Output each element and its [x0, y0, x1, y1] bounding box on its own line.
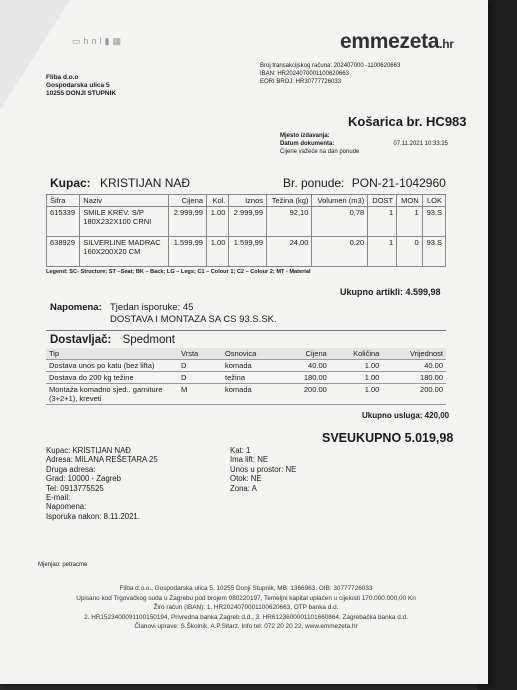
delivery-note: Napomena: — [46, 502, 87, 512]
item-dost: 1 — [368, 207, 397, 237]
ship-kind: M — [178, 384, 222, 405]
item-price: 1.599,99 — [169, 237, 207, 267]
issue-date-label: Datum dokumenta: — [280, 141, 335, 147]
note-content — [110, 302, 277, 326]
item-volume: 0,20 — [312, 237, 368, 267]
ship-value: 40.00 — [382, 360, 446, 372]
ship-qty: 1.00 — [330, 384, 383, 405]
col-kolicina: Količina — [330, 348, 383, 360]
item-qty: 1.00 — [206, 207, 228, 237]
items-header-row — [47, 195, 446, 207]
delivery-zone: Zona: A — [230, 483, 257, 493]
company-city: 10255 DONJI STUPNIK — [46, 90, 117, 97]
table-row — [47, 207, 446, 237]
brand-logo — [340, 30, 454, 54]
monitor-icon: ▭ — [72, 36, 84, 46]
toolbar-icons — [72, 36, 124, 47]
ship-type: Dostava unos po katu (bez lifta) — [46, 360, 178, 372]
item-code: 638929 — [47, 237, 80, 267]
carrier-line — [50, 334, 175, 346]
delivery-after: Isporuka nakon: 8.11.2021. — [46, 511, 140, 521]
issue-validity: Cijene važeće na dan ponude — [280, 149, 360, 155]
delivery-island: Otok: NE — [230, 474, 262, 484]
item-mon: 0 — [397, 237, 422, 267]
bank-transaction: Broj transakcijskog računa: 202407000 -1100620663 — [260, 63, 401, 69]
logo-suffix: .hr — [439, 37, 454, 51]
col-kol: Kol. — [206, 195, 228, 207]
carrier-label: Dostavljač: — [50, 334, 112, 346]
note-line-1: Tjedan isporuke: 45 — [110, 302, 194, 313]
col-osnovica: Osnovica — [222, 348, 283, 360]
grand-total: SVEUKUPNO 5.019,98 — [322, 431, 454, 445]
company-street: Gospodarska ulica 5 — [46, 82, 110, 89]
delivery-conditions — [230, 446, 296, 493]
footer-line-3: Žiro račun (IBAN): 1. HR2024070001100620663, OTP banka d.d. — [153, 604, 339, 612]
battery-icon: ▮ — [104, 36, 113, 46]
offer-line — [283, 176, 446, 190]
item-name: SMILE KREV. S/P 180X232X100 CRNI — [80, 207, 169, 237]
col-tezina: Težina (kg) — [267, 195, 312, 207]
services-total: Ukupno usluga: 420,00 — [362, 411, 450, 420]
delivery-second-address: Druga adresa: — [46, 464, 96, 474]
col-iznos: Iznos — [229, 195, 267, 207]
ship-value: 200.00 — [382, 384, 446, 405]
customer-label: Kupac: — [50, 176, 91, 190]
table-row — [46, 360, 446, 372]
issued-by: Mjenjao: petracme — [38, 562, 88, 568]
item-volume: 0,78 — [312, 207, 368, 237]
offer-label: Br. ponude: — [283, 176, 345, 190]
item-lok: 93.S — [422, 237, 445, 267]
item-code: 615339 — [47, 207, 80, 237]
delivery-details — [46, 446, 158, 521]
offer-number: PON-21-1042960 — [351, 176, 446, 190]
ship-price: 40.00 — [283, 360, 330, 372]
ship-qty: 1.00 — [330, 372, 383, 384]
ship-kind: D — [178, 360, 222, 372]
col-lok: LOK — [422, 195, 445, 207]
ship-type: Dostava do 200 kg težine — [46, 372, 178, 384]
delivery-customer: Kupac: KRISTIJAN NAĐ — [46, 446, 131, 455]
footer — [20, 584, 472, 632]
item-weight: 24,00 — [267, 237, 312, 267]
note-label: Napomena: — [50, 302, 102, 313]
ship-value: 180.00 — [382, 372, 446, 384]
ship-basis: komada — [222, 384, 283, 405]
company-address — [46, 74, 116, 98]
text-icon: hnl — [83, 36, 105, 46]
delivery-email: E-mail: — [46, 493, 71, 503]
item-mon: 1 — [397, 207, 422, 237]
delivery-address: Adresa: MILANA REŠETARA 25 — [46, 455, 158, 465]
items-table — [46, 194, 446, 267]
grid-icon: ▦ — [112, 36, 124, 46]
col-cijena: Cijena — [283, 348, 330, 360]
issue-place-label: Mjesto izdavanja: — [280, 133, 330, 139]
col-volumen: Volumen (m3) — [312, 195, 368, 207]
note-line-2: DOSTAVA I MONTAZA SA CS 93.S.SK. — [110, 314, 277, 325]
ship-basis: težina — [222, 372, 283, 384]
item-price: 2.999,99 — [169, 207, 207, 237]
delivery-city: Grad: 10000 - Zagreb — [46, 474, 121, 484]
delivery-phone: Tel: 0913775525 — [46, 483, 104, 493]
logo-main: emmezeta — [340, 30, 440, 53]
company-name: Fliba d.o.o — [46, 74, 79, 81]
delivery-lift: Ima lift: NE — [230, 455, 269, 465]
ship-type: Montaža komadno sjed.. garniture (3+2+1), kreveti — [46, 384, 178, 405]
issue-date-value: 07.11.2021 10:33:25 — [393, 141, 448, 147]
customer-line — [50, 176, 190, 190]
item-amount: 2.999,99 — [229, 207, 267, 237]
carrier-name: Spedmont — [122, 334, 175, 346]
ship-kind: D — [178, 372, 222, 384]
items-total: Ukupno artikli: 4.599,98 — [340, 287, 441, 297]
delivery-carry-in: Unos u prostor: NE — [230, 464, 297, 474]
ship-basis: komada — [222, 360, 283, 372]
col-vrijednost: Vrijednost — [382, 348, 446, 360]
col-dost: DOST — [368, 195, 397, 207]
item-name: SILVERLINE MADRAC 160X200X20 CM — [80, 237, 169, 267]
item-weight: 92,10 — [267, 207, 312, 237]
col-cijena: Cijena — [169, 195, 207, 207]
customer-name: KRISTIJAN NAĐ — [100, 176, 191, 190]
footer-line-4: 2. HR1523400091100150194, Privredna banka Zagreb d.d., 3. HR6123600001101660864, Zagrebačka banka d.d. — [84, 613, 408, 621]
col-sifra: Šifra — [47, 195, 80, 207]
delivery-floor: Kat: 1 — [230, 446, 251, 455]
col-vrsta: Vrsta — [178, 348, 222, 360]
footer-line-2: Upisano kod Trgovačkog suda u Zagrebu pod brojem 080220197, Temeljni kapital uplaćen u cijelosti 170.000.000,00 Kn — [76, 594, 416, 602]
shipping-header-row — [46, 348, 446, 360]
legend-text: Legend: SC- Structure; ST –Seat; BK – Back; LG – Legs; C1 – Colour 1; C2 – Colour 2; MT - Material — [46, 269, 311, 275]
item-dost: 1 — [368, 237, 397, 267]
col-tip: Tip — [46, 348, 178, 360]
col-mon: MON — [397, 195, 422, 207]
shipping-table — [46, 348, 446, 405]
ship-qty: 1.00 — [330, 360, 383, 372]
col-naziv: Naziv — [80, 195, 169, 207]
item-amount: 1.599,99 — [229, 237, 267, 267]
bank-eori: EORI BROJ: HR30777726033 — [260, 79, 342, 85]
ship-price: 180.00 — [283, 372, 330, 384]
table-row — [46, 372, 446, 384]
item-qty: 1.00 — [206, 237, 228, 267]
table-row — [46, 384, 446, 405]
issue-info — [280, 132, 448, 156]
footer-line-1: Fliba d.o.o., Gospodarska ulica 5, 10255 Donji Stupnik, MB: 1366963, OIB: 30777726033 — [119, 585, 373, 592]
bank-info — [260, 62, 400, 86]
cart-title: Košarica br. HC983 — [348, 114, 467, 129]
table-row — [47, 237, 446, 267]
footer-line-5: Članovi uprave: S.Školnik, A.P.Sitarz, Info tel: 072 20 20 22, www.emmezeta.hr — [134, 623, 358, 631]
ship-price: 200.00 — [283, 384, 330, 405]
divider — [46, 330, 446, 331]
bank-iban: IBAN: HR2024070001100620663 — [260, 71, 349, 77]
item-lok: 93.S — [422, 207, 445, 237]
